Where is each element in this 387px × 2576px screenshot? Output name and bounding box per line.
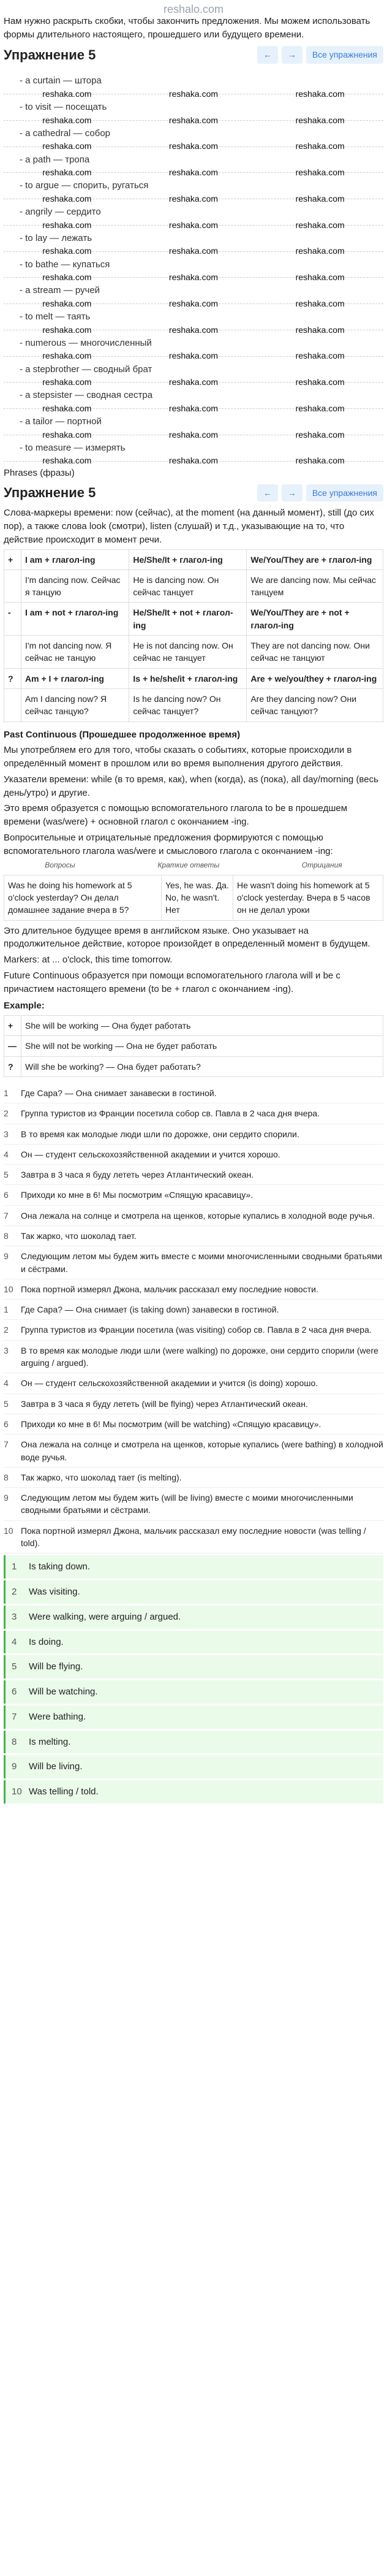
task-item [4,1145,383,1165]
answer-text: Was visiting. [29,1587,80,1598]
watermark-text: reshaka.com [42,429,92,440]
table-cell: I'm dancing now. Сейчас я танцую [21,570,129,603]
answer-item [4,1655,383,1679]
answer-item [4,1780,383,1804]
task-item [4,1468,383,1488]
watermark-text: reshaka.com [295,167,345,178]
table-cell: — [4,1036,21,1056]
task-item [4,1435,383,1468]
answer-list [4,1555,383,1804]
watermark-text: reshaka.com [168,115,219,125]
table-cell: - [4,603,21,636]
prev-button[interactable]: ← [257,46,278,63]
table-cell: Are they dancing now? Они сейчас танцуют? [247,688,383,722]
answer-text: Will be living. [29,1761,83,1772]
task-number: 6 [4,1419,9,1429]
answer-number: 2 [12,1587,17,1598]
task-number: 7 [4,1439,9,1450]
exercise-title: Упражнение 5 [4,47,96,63]
past-markers: Указатели времени: while (в то время, как), when (когда), as (пока), all day/morning (весь день/утро) и другие. [4,774,378,798]
answer-number: 9 [12,1761,17,1772]
task-item [4,1320,383,1340]
exercise-nav-2 [257,484,383,501]
watermark-text: reshaka.com [168,193,219,204]
watermark-text: reshaka.com [168,141,219,151]
table-cell: I am + глагол-ing [21,549,129,570]
watermark-text: reshaka.com [168,298,219,308]
table-row [4,570,383,603]
watermark-text: reshaka.com [42,219,92,230]
watermark-text: reshaka.com [42,298,92,308]
watermark-text: reshaka.com [42,115,92,125]
word-item [4,199,383,230]
all-exercises-button[interactable]: Все упражнения [306,46,383,63]
word-text: - numerous — многочисленный [20,337,152,348]
past-text-1: Мы употребляем его для того, чтобы сказать о событиях, которые происходили в определённый момент в прошлом или во время выполнения другого действия. [4,745,352,769]
watermark-text: reshaka.com [168,455,219,466]
task-item [4,1206,383,1226]
table-cell: + [4,549,21,570]
task-number: 8 [4,1231,9,1241]
intro-text: Нам нужно раскрыть скобки, чтобы закончить предложения. Мы можем использовать формы длительного настоящего, прошедшего или будущего времени. [4,16,370,40]
task-text: Приходи ко мне в 6! Мы посмотрим «Спящую красавицу». [21,1190,254,1200]
task-number: 4 [4,1378,9,1389]
exercise-title-2: Упражнение 5 [4,485,96,501]
site-logo: reshalo.com [163,3,224,15]
answer-text: Were bathing. [29,1711,86,1722]
table-cell: He is not dancing now. Он сейчас не танцует [129,636,247,669]
task-number: 10 [4,1525,13,1536]
table-row [4,603,383,636]
word-text: - a tailor — портной [20,416,102,427]
task-number: 5 [4,1398,9,1409]
task-number: 7 [4,1210,9,1221]
table-cell: I am + not + глагол-ing [21,603,129,636]
future-continuous-table [4,1015,383,1077]
word-text: - a curtain — штора [20,75,102,86]
answer-text: Is taking down. [29,1561,91,1572]
answer-number: 4 [12,1636,17,1647]
table-cell [4,688,21,722]
word-text: - to visit — посещать [20,102,107,113]
answer-item [4,1580,383,1604]
task-text: Он — студент сельскохозяйственной академии и учится хорошо. [21,1149,280,1159]
task-item [4,1165,383,1185]
past-captions [4,860,383,871]
table-cell: They are not dancing now. Они сейчас не танцуют [247,636,383,669]
word-item [4,68,383,99]
task-text: Пока портной измерял Джона, мальчик рассказал ему последние новости (was telling / told). [21,1525,366,1549]
task-item [4,1373,383,1393]
word-item [4,409,383,440]
table-cell: Am I dancing now? Я сейчас танцую? [21,688,129,722]
table-cell: He/She/It + not + глагол-ing [129,603,247,636]
answer-text: Was telling / told. [29,1786,99,1797]
watermark-text: reshaka.com [42,403,92,413]
future-text: Это длительное будущее время в английском языке. Оно указывает на продолжительное действие, которое произойдет в определенный момент в будущем. [4,925,370,950]
watermark-text: reshaka.com [295,377,345,387]
word-text: - to melt — таять [20,311,91,322]
watermark-text: reshaka.com [295,115,345,125]
answer-text: Were walking, were arguing / argued. [29,1611,181,1622]
answer-item [4,1631,383,1654]
present-continuous-table [4,549,383,722]
task-item [4,1300,383,1320]
task-item [4,1083,383,1103]
task-list [4,1083,383,1553]
answer-number: 8 [12,1736,17,1747]
exercise-nav [257,46,383,63]
future-formula: Future Continuous образуется при помощи вспомогательного глагола will и be с причастием настоящего времени (to be + глагол с окончанием -ing). [4,970,340,994]
task-item [4,1226,383,1246]
word-item [4,278,383,308]
table-row [4,688,383,722]
task-item [4,1488,383,1521]
table-row [4,1056,383,1077]
task-item [4,1246,383,1279]
caption: Краткие ответы [157,861,220,870]
task-number: 1 [4,1305,9,1315]
exercise-header-2 [4,483,383,503]
task-number: 5 [4,1170,9,1180]
watermark-text: reshaka.com [42,141,92,151]
answer-number: 6 [12,1686,17,1698]
all-exercises-button-2[interactable]: Все упражнения [306,484,383,501]
answer-item [4,1680,383,1704]
watermark-text: reshaka.com [168,246,219,256]
task-text: Так жарко, что шоколад тает (is melting). [21,1472,182,1482]
answer-text: Is melting. [29,1736,71,1747]
task-text: Приходи ко мне в 6! Мы посмотрим (will be watching) «Спящую красавицу». [21,1419,321,1429]
answer-number: 5 [12,1661,17,1672]
watermark-text: reshaka.com [168,377,219,387]
task-text: Группа туристов из Франции посетила собор св. Павла в 2 часа дня вчера. [21,1108,320,1119]
word-item [4,147,383,178]
word-item [4,226,383,256]
watermark-text: reshaka.com [168,403,219,413]
task-text: Следующим летом мы будем жить вместе с моими многочисленными сводными братьями и сёстрами. [21,1251,382,1274]
table-cell: He wasn't doing his homework at 5 o'clock yesterday. Вчера в 5 часов он не делал уроки [233,875,383,920]
watermark-text: reshaka.com [168,219,219,230]
word-text: - a stepsister — сводная сестра [20,390,153,401]
task-item [4,1341,383,1374]
watermark-text: reshaka.com [295,272,345,283]
watermark-text: reshaka.com [168,167,219,178]
word-text: - to bathe — купаться [20,259,110,270]
task-number: 4 [4,1149,9,1159]
answer-text: Will be watching. [29,1686,98,1698]
word-text: - angrily — сердито [20,207,101,218]
table-cell: I'm not dancing now. Я сейчас не танцую [21,636,129,669]
table-cell: Yes, he was. Да. No, he wasn't. Нет [161,875,233,920]
exercise-header [4,45,383,65]
phrases-label: Phrases (фразы) [4,467,75,478]
watermark-text: reshaka.com [42,167,92,178]
watermark-text: reshaka.com [42,455,92,466]
watermark-text: reshaka.com [295,88,345,99]
table-row [4,549,383,570]
table-row [4,1036,383,1056]
markers-text: Слова-маркеры времени: now (сейчас), at the moment (на данный момент), still (до сих пор), а также слова look (смотри), listen (слушай) и т.д., указывающие на то, что действие происходит в момент речи. [4,508,374,545]
task-text: Пока портной измерял Джона, мальчик рассказал ему последние новости. [21,1284,318,1294]
prev-button-2[interactable]: ← [257,484,278,501]
answer-number: 1 [12,1561,17,1572]
table-cell: Is he dancing now? Он сейчас танцует? [129,688,247,722]
watermark-text: reshaka.com [295,219,345,230]
table-cell: Is + he/she/it + глагол-ing [129,668,247,688]
past-text-3: Вопросительные и отрицательные предложения формируются с помощью вспомогательного глагола was/were и смыслового глагола с окончанием -ing: [4,832,333,856]
task-number: 2 [4,1325,9,1335]
task-text: Следующим летом мы будем жить (will be living) вместе с моими многочисленными сводными братьями и сёстрами. [21,1493,353,1515]
task-item [4,1394,383,1414]
answer-item [4,1606,383,1629]
word-item [4,252,383,283]
task-item [4,1279,383,1300]
table-row [4,1016,383,1036]
example-label: Example: [4,1000,45,1012]
task-item [4,1124,383,1145]
word-text: - to lay — лежать [20,232,92,243]
caption: Вопросы [45,861,75,870]
answer-item [4,1555,383,1579]
past-continuous-table [4,875,383,921]
word-item [4,330,383,361]
word-item [4,121,383,151]
task-item [4,1185,383,1205]
watermark-text: reshaka.com [42,193,92,204]
task-number: 2 [4,1108,9,1119]
task-number: 1 [4,1088,9,1098]
watermark-text: reshaka.com [295,403,345,413]
answer-text: Will be flying. [29,1661,83,1672]
word-item [4,94,383,125]
table-cell: Am + I + глагол-ing [21,668,129,688]
watermark-text: reshaka.com [295,324,345,335]
table-cell [4,570,21,603]
task-text: Она лежала на солнце и смотрела на щенков, которые купались (were bathing) в холодной воде ручья. [21,1439,383,1462]
answer-text: Is doing. [29,1636,64,1647]
task-number: 10 [4,1284,13,1294]
watermark-text: reshaka.com [42,272,92,283]
table-cell: We/You/They are + глагол-ing [247,549,383,570]
watermark-text: reshaka.com [168,324,219,335]
table-cell: Will she be working? — Она будет работать? [21,1056,383,1077]
task-item [4,1414,383,1435]
table-cell: She will be working — Она будет работать [21,1016,383,1036]
answer-item [4,1705,383,1729]
past-title: Past Continuous (Прошедшее продолженное время) [4,729,241,740]
task-number: 9 [4,1251,9,1262]
watermark-text: reshaka.com [295,455,345,466]
table-cell: Are + we/you/they + глагол-ing [247,668,383,688]
table-cell: She will not be working — Она не будет работать [21,1036,383,1056]
answer-item [4,1755,383,1778]
table-cell: + [4,1016,21,1036]
past-text-2: Это время образуется с помощью вспомогательного глагола to be в прошедшем времени (was/were) + основной глагол с окончанием -ing. [4,803,348,827]
watermark-text: reshaka.com [168,429,219,440]
watermark-text: reshaka.com [42,246,92,256]
answer-number: 10 [12,1786,22,1797]
watermark-text: reshaka.com [168,272,219,283]
watermark-text: reshaka.com [295,141,345,151]
watermark-text: reshaka.com [42,88,92,99]
watermark-text: reshaka.com [168,351,219,361]
word-text: - to measure — измерять [20,442,126,453]
word-text: - a stepbrother — сводный брат [20,364,152,375]
table-row [4,636,383,669]
answer-number: 3 [12,1611,17,1622]
watermark-text: reshaka.com [295,429,345,440]
task-text: Где Сара? — Она снимает (is taking down) занавески в гостиной. [21,1305,279,1315]
task-text: В то время как молодые люди шли (were walking) по дорожке, они сердито спорили (were arguing / argued). [21,1345,378,1368]
table-cell: He is dancing now. Он сейчас танцует [129,570,247,603]
next-button-2[interactable]: → [282,484,302,501]
word-item [4,383,383,413]
table-cell: ? [4,1056,21,1077]
task-item [4,1103,383,1124]
word-list [4,68,383,466]
task-text: В то время как молодые люди шли по дорожке, они сердито спорили. [21,1129,299,1139]
task-text: Завтра в 3 часа я буду лететь через Атлантический океан. [21,1170,254,1180]
watermark-text: reshaka.com [168,88,219,99]
task-number: 3 [4,1129,9,1139]
task-item [4,1521,383,1554]
table-row [4,875,383,920]
word-item [4,357,383,387]
table-cell: Was he doing his homework at 5 o'clock yesterday? Он делал домашнее задание вчера в 5? [4,875,162,920]
word-item [4,435,383,466]
watermark-text: reshaka.com [42,324,92,335]
word-text: - to argue — спорить, ругаться [20,180,149,191]
future-markers: Markers: at ... o'clock, this time tomorrow. [4,955,173,966]
next-button[interactable]: → [282,46,302,63]
task-text: Завтра в 3 часа я буду лететь (will be flying) через Атлантический океан. [21,1398,308,1409]
task-text: Где Сара? — Она снимает занавески в гостиной. [21,1088,217,1098]
table-cell: He/She/It + глагол-ing [129,549,247,570]
table-cell: We/You/They are + not + глагол-ing [247,603,383,636]
task-text: Группа туристов из Франции посетила (was visiting) собор св. Павла в 2 часа дня вчера. [21,1325,372,1335]
watermark-text: reshaka.com [42,351,92,361]
word-item [4,304,383,335]
table-cell: ? [4,668,21,688]
watermark-row [4,454,383,467]
table-cell [4,636,21,669]
task-number: 6 [4,1190,9,1200]
caption: Отрицания [301,861,342,870]
watermark-text: reshaka.com [295,351,345,361]
watermark-text: reshaka.com [42,377,92,387]
task-text: Так жарко, что шоколад тает. [21,1231,137,1241]
word-text: - a stream — ручей [20,285,100,296]
answer-item [4,1731,383,1754]
answer-number: 7 [12,1711,17,1722]
task-text: Он — студент сельскохозяйственной академии и учится (is doing) хорошо. [21,1378,318,1389]
table-cell: We are dancing now. Мы сейчас танцуем [247,570,383,603]
word-text: - a cathedral — собор [20,128,111,139]
word-text: - a path — тропа [20,154,90,165]
table-row [4,668,383,688]
task-text: Она лежала на солнце и смотрела на щенков, которые купались в холодной воде ручья. [21,1210,375,1221]
word-item [4,173,383,204]
watermark-text: reshaka.com [295,246,345,256]
task-number: 9 [4,1493,9,1503]
watermark-text: reshaka.com [295,193,345,204]
watermark-text: reshaka.com [295,298,345,308]
task-number: 8 [4,1472,9,1482]
task-number: 3 [4,1345,9,1355]
